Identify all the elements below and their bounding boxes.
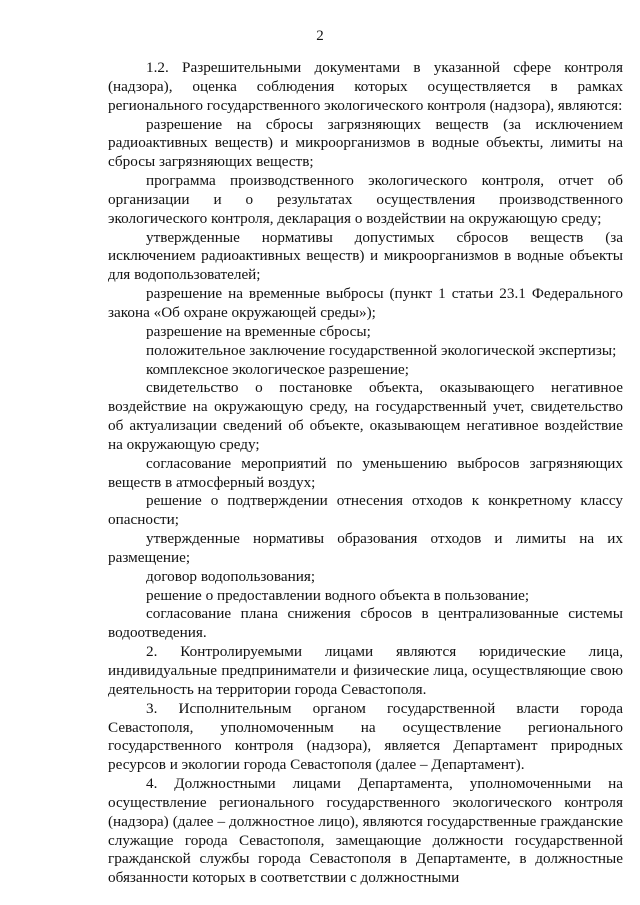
paragraph-emission-reduction: согласование мероприятий по уменьшению выбросов загрязняющих веществ в атмосферный воздух;	[108, 454, 623, 491]
paragraph-2-controlled-persons: 2. Контролируемыми лицами являются юридические лица, индивидуальные предприниматели и физические лица, осуществляющие свою деятельность на территории города Севастополя.	[108, 643, 623, 698]
paragraph-4-officials: 4. Должностными лицами Департамента, уполномоченными на осуществление регионального государственного экологического контроля (надзора) (далее – должностное лицо), являются государственные гражданские служащие города Севастополя, замещающие должности государственной гражданской службы города Севастополя в Департаменте, в должностные обязанности которых в соответствии с должностными	[108, 775, 623, 887]
paragraph-water-object-decision: решение о предоставлении водного объекта в пользование;	[146, 586, 530, 604]
paragraph-waste-norms: утвержденные нормативы образования отходов и лимиты на их размещение;	[108, 530, 623, 566]
page-number: 2	[316, 28, 324, 44]
paragraph-expert-review: положительное заключение государственной экологической экспертизы;	[146, 341, 617, 359]
paragraph-3-executive-body: 3. Исполнительным органом государственной власти города Севастополя, уполномоченным на осуществление регионального государственного контроля (надзора), является Департамент природных ресурсов и экологии города Севастополя (далее – Департамент).	[108, 699, 623, 774]
paragraph-waste-class: решение о подтверждении отнесения отходов к конкретному классу опасности;	[108, 492, 623, 529]
paragraph-production-control-program: программа производственного экологического контроля, отчет об организации и о результатах осуществления производственного экологического контроля, декларация о воздействии на окружающую среду;	[108, 172, 623, 227]
paragraph-registration-certificate: свидетельство о постановке объекта, оказывающего негативное воздействие на окружающую среду, на государственный учет, свидетельство об актуализации сведений об объекте, оказывающем негативное воздействие на окружающую среду;	[108, 379, 623, 453]
paragraph-1-2-intro: 1.2. Разрешительными документами в указанной сфере контроля (надзора), оценка соблюдения которых осуществляется в рамках регионального государственного экологического контроля (надзора), являются:	[108, 59, 623, 114]
paragraph-discharge-reduction-plan: согласование плана снижения сбросов в централизованные системы водоотведения.	[108, 605, 623, 642]
paragraph-water-use-contract: договор водопользования;	[146, 567, 316, 585]
paragraph-discharge-permit: разрешение на сбросы загрязняющих веществ (за исключением радиоактивных веществ) и микроорганизмов в водные объекты, лимиты на сбросы загрязняющих веществ;	[108, 115, 623, 171]
paragraph-discharge-norms: утвержденные нормативы допустимых сбросов веществ (за исключением радиоактивных веществ) и микроорганизмов в водные объекты для водопользователей;	[108, 228, 623, 284]
paragraph-temporary-discharges: разрешение на временные сбросы;	[146, 322, 371, 340]
paragraph-complex-permit: комплексное экологическое разрешение;	[146, 360, 409, 378]
document-body	[108, 59, 623, 888]
paragraph-temporary-emissions: разрешение на временные выбросы (пункт 1 статьи 23.1 Федерального закона «Об охране окружающей среды»);	[108, 285, 623, 321]
